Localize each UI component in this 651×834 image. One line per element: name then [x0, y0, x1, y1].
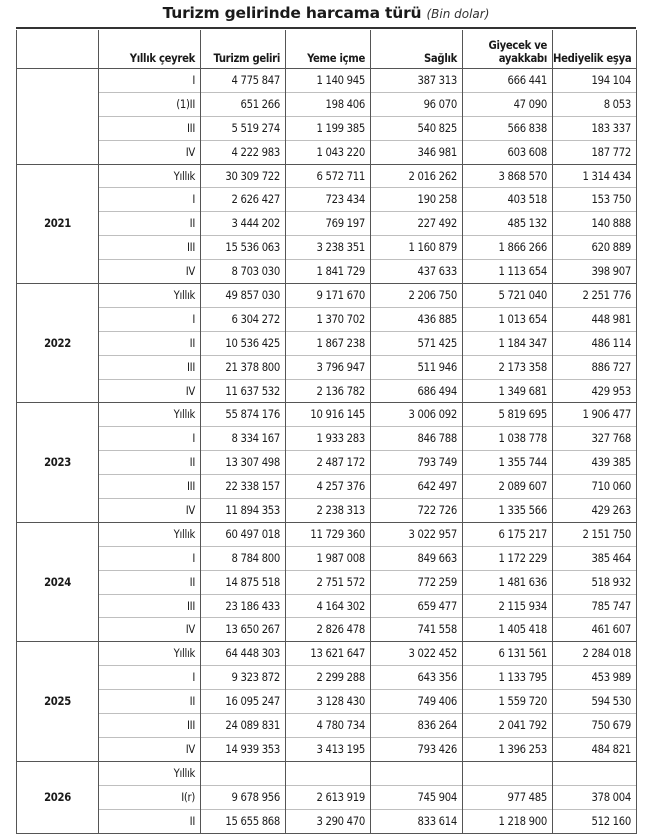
revenue-cell: 60 497 018: [201, 522, 286, 546]
revenue-cell: 23 186 433: [201, 594, 286, 618]
food-cell: 4 257 376: [286, 475, 371, 499]
souvenir-cell: 194 104: [553, 69, 637, 93]
food-cell: 4 780 734: [286, 714, 371, 738]
header-row: [17, 30, 637, 69]
clothing-cell: 1 184 347: [463, 331, 553, 355]
period-cell: III: [99, 714, 201, 738]
health-cell: 793 426: [371, 737, 463, 761]
clothing-cell: 1 113 654: [463, 260, 553, 284]
header-revenue: Turizm geliri: [201, 30, 286, 69]
food-cell: 2 826 478: [286, 618, 371, 642]
period-cell: IV: [99, 618, 201, 642]
table-row: [17, 379, 637, 403]
food-cell: 1 841 729: [286, 260, 371, 284]
table-row: [17, 594, 637, 618]
table-row: [17, 761, 637, 785]
period-cell: III: [99, 355, 201, 379]
title-unit: (Bin dolar): [426, 7, 490, 21]
table-row: [17, 331, 637, 355]
clothing-cell: 2 041 792: [463, 714, 553, 738]
revenue-cell: 30 309 722: [201, 164, 286, 188]
table-row: [17, 164, 637, 188]
souvenir-cell: 429 953: [553, 379, 637, 403]
clothing-cell: 485 132: [463, 212, 553, 236]
revenue-cell: 13 650 267: [201, 618, 286, 642]
souvenir-cell: 710 060: [553, 475, 637, 499]
period-cell: III: [99, 594, 201, 618]
health-cell: 722 726: [371, 499, 463, 523]
food-cell: 1 043 220: [286, 140, 371, 164]
year-cell: 2026: [17, 761, 99, 833]
clothing-cell: 47 090: [463, 92, 553, 116]
health-cell: 3 006 092: [371, 403, 463, 427]
revenue-cell: 15 536 063: [201, 236, 286, 260]
table-body: [17, 69, 637, 834]
health-cell: 745 904: [371, 785, 463, 809]
table-row: [17, 737, 637, 761]
table-row: [17, 69, 637, 93]
food-cell: 3 796 947: [286, 355, 371, 379]
clothing-cell: 1 559 720: [463, 690, 553, 714]
header-health: Sağlık: [371, 30, 463, 69]
period-cell: II: [99, 690, 201, 714]
food-cell: 1 370 702: [286, 307, 371, 331]
food-cell: 1 867 238: [286, 331, 371, 355]
clothing-cell: 2 089 607: [463, 475, 553, 499]
period-cell: IV: [99, 499, 201, 523]
health-cell: 643 356: [371, 666, 463, 690]
souvenir-cell: 1 906 477: [553, 403, 637, 427]
souvenir-cell: 1 314 434: [553, 164, 637, 188]
health-cell: 540 825: [371, 116, 463, 140]
clothing-cell: 566 838: [463, 116, 553, 140]
revenue-cell: 5 519 274: [201, 116, 286, 140]
clothing-cell: 2 173 358: [463, 355, 553, 379]
health-cell: 190 258: [371, 188, 463, 212]
table-row: [17, 307, 637, 331]
table-row: [17, 475, 637, 499]
souvenir-cell: [553, 761, 637, 785]
revenue-cell: 14 939 353: [201, 737, 286, 761]
souvenir-cell: 518 932: [553, 570, 637, 594]
souvenir-cell: 2 284 018: [553, 642, 637, 666]
health-cell: 741 558: [371, 618, 463, 642]
revenue-cell: 9 678 956: [201, 785, 286, 809]
clothing-cell: 1 013 654: [463, 307, 553, 331]
souvenir-cell: 429 263: [553, 499, 637, 523]
health-cell: [371, 761, 463, 785]
table-row: [17, 522, 637, 546]
table-row: [17, 236, 637, 260]
food-cell: 2 487 172: [286, 451, 371, 475]
year-cell: 2023: [17, 403, 99, 522]
health-cell: 387 313: [371, 69, 463, 93]
revenue-cell: 16 095 247: [201, 690, 286, 714]
table-row: [17, 284, 637, 308]
clothing-cell: 1 405 418: [463, 618, 553, 642]
health-cell: 346 981: [371, 140, 463, 164]
clothing-cell: 3 868 570: [463, 164, 553, 188]
food-cell: 10 916 145: [286, 403, 371, 427]
clothing-cell: 1 218 900: [463, 809, 553, 833]
table-row: [17, 666, 637, 690]
revenue-cell: 13 307 498: [201, 451, 286, 475]
clothing-cell: 5 721 040: [463, 284, 553, 308]
table-row: [17, 570, 637, 594]
food-cell: 6 572 711: [286, 164, 371, 188]
period-cell: Yıllık: [99, 403, 201, 427]
table-row: [17, 642, 637, 666]
health-cell: 1 160 879: [371, 236, 463, 260]
table-row: [17, 427, 637, 451]
table-row: [17, 188, 637, 212]
food-cell: 198 406: [286, 92, 371, 116]
souvenir-cell: 140 888: [553, 212, 637, 236]
food-cell: 3 128 430: [286, 690, 371, 714]
revenue-cell: [201, 761, 286, 785]
food-cell: 2 613 919: [286, 785, 371, 809]
health-cell: 2 206 750: [371, 284, 463, 308]
revenue-cell: 651 266: [201, 92, 286, 116]
period-cell: I: [99, 546, 201, 570]
health-cell: 3 022 452: [371, 642, 463, 666]
health-cell: 96 070: [371, 92, 463, 116]
period-cell: Yıllık: [99, 164, 201, 188]
health-cell: 511 946: [371, 355, 463, 379]
clothing-cell: 1 396 253: [463, 737, 553, 761]
revenue-cell: 11 894 353: [201, 499, 286, 523]
food-cell: 9 171 670: [286, 284, 371, 308]
souvenir-cell: 183 337: [553, 116, 637, 140]
clothing-cell: 1 481 636: [463, 570, 553, 594]
clothing-cell: 1 133 795: [463, 666, 553, 690]
header-period: Yıllık çeyrek: [99, 30, 201, 69]
health-cell: 846 788: [371, 427, 463, 451]
souvenir-cell: 2 251 776: [553, 284, 637, 308]
health-cell: 772 259: [371, 570, 463, 594]
period-cell: I(r): [99, 785, 201, 809]
table-row: [17, 451, 637, 475]
food-cell: 3 413 195: [286, 737, 371, 761]
souvenir-cell: 8 053: [553, 92, 637, 116]
souvenir-cell: 327 768: [553, 427, 637, 451]
table-row: [17, 355, 637, 379]
period-cell: IV: [99, 379, 201, 403]
table-row: [17, 499, 637, 523]
year-cell: 2025: [17, 642, 99, 761]
period-cell: IV: [99, 140, 201, 164]
health-cell: 227 492: [371, 212, 463, 236]
food-cell: 1 199 385: [286, 116, 371, 140]
souvenir-cell: 2 151 750: [553, 522, 637, 546]
revenue-cell: 21 378 800: [201, 355, 286, 379]
table-row: [17, 714, 637, 738]
clothing-cell: 2 115 934: [463, 594, 553, 618]
clothing-cell: 5 819 695: [463, 403, 553, 427]
revenue-cell: 64 448 303: [201, 642, 286, 666]
clothing-cell: 666 441: [463, 69, 553, 93]
revenue-cell: 4 222 983: [201, 140, 286, 164]
food-cell: 1 987 008: [286, 546, 371, 570]
revenue-cell: 4 775 847: [201, 69, 286, 93]
food-cell: 2 136 782: [286, 379, 371, 403]
revenue-cell: 55 874 176: [201, 403, 286, 427]
food-cell: 2 751 572: [286, 570, 371, 594]
period-cell: I: [99, 666, 201, 690]
clothing-cell: 1 038 778: [463, 427, 553, 451]
souvenir-cell: 486 114: [553, 331, 637, 355]
health-cell: 849 663: [371, 546, 463, 570]
revenue-cell: 9 323 872: [201, 666, 286, 690]
health-cell: 436 885: [371, 307, 463, 331]
revenue-cell: 8 703 030: [201, 260, 286, 284]
table-row: [17, 809, 637, 833]
period-cell: I: [99, 69, 201, 93]
souvenir-cell: 398 907: [553, 260, 637, 284]
souvenir-cell: 187 772: [553, 140, 637, 164]
souvenir-cell: 453 989: [553, 666, 637, 690]
year-cell: 2024: [17, 522, 99, 641]
souvenir-cell: 439 385: [553, 451, 637, 475]
clothing-cell: 6 131 561: [463, 642, 553, 666]
table-row: [17, 260, 637, 284]
header-souvenir: Hediyelik eşya: [553, 30, 637, 69]
clothing-cell: 1 355 744: [463, 451, 553, 475]
period-cell: I: [99, 307, 201, 331]
clothing-cell: 403 518: [463, 188, 553, 212]
period-cell: (1)II: [99, 92, 201, 116]
year-cell: 2021: [17, 164, 99, 283]
revenue-cell: 10 536 425: [201, 331, 286, 355]
food-cell: 2 299 288: [286, 666, 371, 690]
food-cell: 3 238 351: [286, 236, 371, 260]
header-food: Yeme içme: [286, 30, 371, 69]
header-year: [17, 30, 99, 69]
souvenir-cell: 886 727: [553, 355, 637, 379]
period-cell: II: [99, 331, 201, 355]
clothing-cell: 1 335 566: [463, 499, 553, 523]
clothing-cell: 1 866 266: [463, 236, 553, 260]
clothing-cell: 6 175 217: [463, 522, 553, 546]
header-clothing: Giyecek ve ayakkabı: [463, 30, 553, 69]
revenue-cell: 15 655 868: [201, 809, 286, 833]
table-row: [17, 618, 637, 642]
period-cell: III: [99, 116, 201, 140]
period-cell: IV: [99, 260, 201, 284]
tourism-expenditure-table: [16, 30, 637, 834]
revenue-cell: 14 875 518: [201, 570, 286, 594]
food-cell: 1 140 945: [286, 69, 371, 93]
food-cell: [286, 761, 371, 785]
souvenir-cell: 153 750: [553, 188, 637, 212]
food-cell: 4 164 302: [286, 594, 371, 618]
period-cell: II: [99, 212, 201, 236]
health-cell: 642 497: [371, 475, 463, 499]
food-cell: 723 434: [286, 188, 371, 212]
period-cell: III: [99, 475, 201, 499]
revenue-cell: 8 334 167: [201, 427, 286, 451]
revenue-cell: 2 626 427: [201, 188, 286, 212]
period-cell: III: [99, 236, 201, 260]
souvenir-cell: 620 889: [553, 236, 637, 260]
period-cell: II: [99, 451, 201, 475]
table-row: [17, 690, 637, 714]
period-cell: Yıllık: [99, 284, 201, 308]
revenue-cell: 3 444 202: [201, 212, 286, 236]
health-cell: 3 022 957: [371, 522, 463, 546]
title-main: Turizm gelirinde harcama türü: [162, 4, 422, 22]
health-cell: 686 494: [371, 379, 463, 403]
revenue-cell: 49 857 030: [201, 284, 286, 308]
table-title: [16, 0, 636, 29]
health-cell: 749 406: [371, 690, 463, 714]
table-row: [17, 212, 637, 236]
food-cell: 1 933 283: [286, 427, 371, 451]
revenue-cell: 11 637 532: [201, 379, 286, 403]
clothing-cell: 603 608: [463, 140, 553, 164]
table-row: [17, 140, 637, 164]
revenue-cell: 6 304 272: [201, 307, 286, 331]
period-cell: II: [99, 809, 201, 833]
health-cell: 659 477: [371, 594, 463, 618]
period-cell: Yıllık: [99, 761, 201, 785]
period-cell: IV: [99, 737, 201, 761]
table-row: [17, 785, 637, 809]
period-cell: II: [99, 570, 201, 594]
souvenir-cell: 750 679: [553, 714, 637, 738]
souvenir-cell: 594 530: [553, 690, 637, 714]
food-cell: 11 729 360: [286, 522, 371, 546]
health-cell: 571 425: [371, 331, 463, 355]
year-cell: [17, 69, 99, 165]
food-cell: 3 290 470: [286, 809, 371, 833]
period-cell: I: [99, 188, 201, 212]
food-cell: 769 197: [286, 212, 371, 236]
health-cell: 793 749: [371, 451, 463, 475]
health-cell: 836 264: [371, 714, 463, 738]
period-cell: I: [99, 427, 201, 451]
revenue-cell: 24 089 831: [201, 714, 286, 738]
revenue-cell: 8 784 800: [201, 546, 286, 570]
souvenir-cell: 512 160: [553, 809, 637, 833]
revenue-cell: 22 338 157: [201, 475, 286, 499]
clothing-cell: 1 349 681: [463, 379, 553, 403]
clothing-cell: [463, 761, 553, 785]
table-row: [17, 546, 637, 570]
clothing-cell: 1 172 229: [463, 546, 553, 570]
souvenir-cell: 461 607: [553, 618, 637, 642]
clothing-cell: 977 485: [463, 785, 553, 809]
table-row: [17, 92, 637, 116]
period-cell: Yıllık: [99, 522, 201, 546]
souvenir-cell: 484 821: [553, 737, 637, 761]
table-row: [17, 116, 637, 140]
year-cell: 2022: [17, 284, 99, 403]
food-cell: 13 621 647: [286, 642, 371, 666]
period-cell: Yıllık: [99, 642, 201, 666]
table-row: [17, 403, 637, 427]
souvenir-cell: 785 747: [553, 594, 637, 618]
health-cell: 437 633: [371, 260, 463, 284]
souvenir-cell: 385 464: [553, 546, 637, 570]
souvenir-cell: 378 004: [553, 785, 637, 809]
food-cell: 2 238 313: [286, 499, 371, 523]
souvenir-cell: 448 981: [553, 307, 637, 331]
health-cell: 833 614: [371, 809, 463, 833]
health-cell: 2 016 262: [371, 164, 463, 188]
